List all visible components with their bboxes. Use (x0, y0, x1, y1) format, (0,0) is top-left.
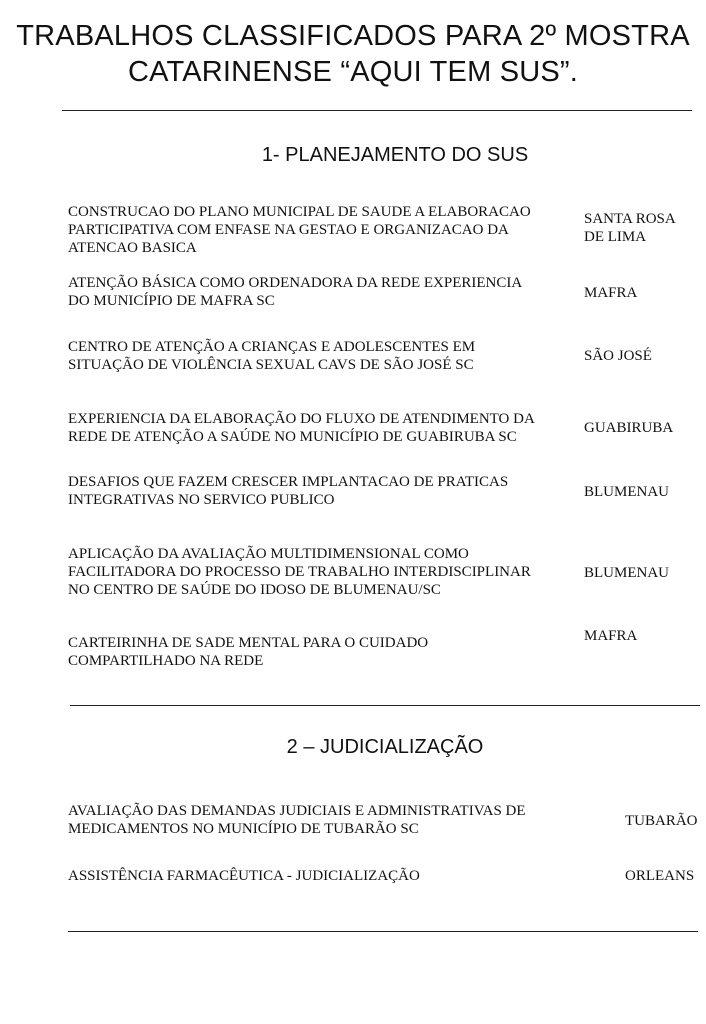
municipality-line: ORLEANS (625, 868, 695, 884)
title-divider (62, 110, 692, 111)
municipality-line: MAFRA (584, 285, 638, 301)
section-heading-judicializacao: 2 – JUDICIALIZAÇÃO (286, 736, 484, 758)
work-title-line: CONSTRUCAO DO PLANO MUNICIPAL DE SAUDE A ELABORACAO (68, 204, 531, 220)
work-title-line: EXPERIENCIA DA ELABORAÇÃO DO FLUXO DE ATENDIMENTO DA (68, 411, 535, 427)
work-title-line: CENTRO DE ATENÇÃO A CRIANÇAS E ADOLESCENTES EM (68, 339, 476, 355)
work-title-line: ATENCAO BASICA (68, 240, 197, 256)
municipality-line: SANTA ROSA (584, 211, 676, 227)
document-title (0, 18, 706, 90)
work-title-line: ATENÇÃO BÁSICA COMO ORDENADORA DA REDE EXPERIENCIA (68, 275, 523, 291)
work-title-line: CARTEIRINHA DE SADE MENTAL PARA O CUIDADO (68, 635, 429, 651)
municipality-line: GUABIRUBA (584, 420, 674, 436)
municipality (584, 483, 669, 501)
work-title (68, 203, 578, 257)
bottom-divider (68, 931, 698, 932)
work-title-line: COMPARTILHADO NA REDE (68, 653, 264, 669)
work-title (68, 274, 578, 310)
municipality (584, 210, 676, 246)
municipality (584, 284, 637, 302)
work-title-line: INTEGRATIVAS NO SERVICO PUBLICO (68, 492, 335, 508)
section-divider (70, 705, 700, 706)
work-title-line: SITUAÇÃO DE VIOLÊNCIA SEXUAL CAVS DE SÃO JOSÉ SC (68, 357, 474, 373)
work-title-line: NO CENTRO DE SAÚDE DO IDOSO DE BLUMENAU/SC (68, 582, 441, 598)
municipality-line: TUBARÃO (625, 813, 698, 829)
municipality (584, 419, 673, 437)
work-title (68, 338, 578, 374)
municipality-line: DE LIMA (584, 229, 647, 245)
work-title (68, 634, 578, 670)
work-title-line: DESAFIOS QUE FAZEM CRESCER IMPLANTACAO DE PRATICAS (68, 474, 509, 490)
work-title-line: REDE DE ATENÇÃO A SAÚDE NO MUNICÍPIO DE GUABIRUBA SC (68, 429, 517, 445)
work-title-line: AVALIAÇÃO DAS DEMANDAS JUDICIAIS E ADMINISTRATIVAS DE (68, 803, 526, 819)
work-title (68, 545, 578, 599)
document-title-line-2: CATARINENSE “AQUI TEM SUS”. (127, 56, 579, 88)
municipality-line: BLUMENAU (584, 565, 669, 581)
work-title (68, 473, 578, 509)
municipality (625, 867, 694, 885)
work-title-line: FACILITADORA DO PROCESSO DE TRABALHO INTERDISCIPLINAR (68, 564, 531, 580)
work-title-line: PARTICIPATIVA COM ENFASE NA GESTAO E ORGANIZACAO DA (68, 222, 509, 238)
municipality (584, 627, 637, 645)
municipality (584, 347, 652, 365)
work-title-line: APLICAÇÃO DA AVALIAÇÃO MULTIDIMENSIONAL COMO (68, 546, 469, 562)
document-title-line-1: TRABALHOS CLASSIFICADOS PARA 2º MOSTRA (16, 20, 690, 52)
section-heading-planejamento: 1- PLANEJAMENTO DO SUS (261, 144, 529, 166)
work-title (68, 867, 578, 885)
municipality (584, 564, 669, 582)
municipality-line: BLUMENAU (584, 484, 669, 500)
municipality (625, 812, 698, 830)
municipality-line: SÃO JOSÉ (584, 348, 652, 364)
municipality-line: MAFRA (584, 628, 638, 644)
work-title (68, 802, 578, 838)
work-title-line: MEDICAMENTOS NO MUNICÍPIO DE TUBARÃO SC (68, 821, 419, 837)
work-title-line: DO MUNICÍPIO DE MAFRA SC (68, 293, 275, 309)
work-title-line: ASSISTÊNCIA FARMACÊUTICA - JUDICIALIZAÇÃO (68, 868, 420, 884)
work-title (68, 410, 578, 446)
